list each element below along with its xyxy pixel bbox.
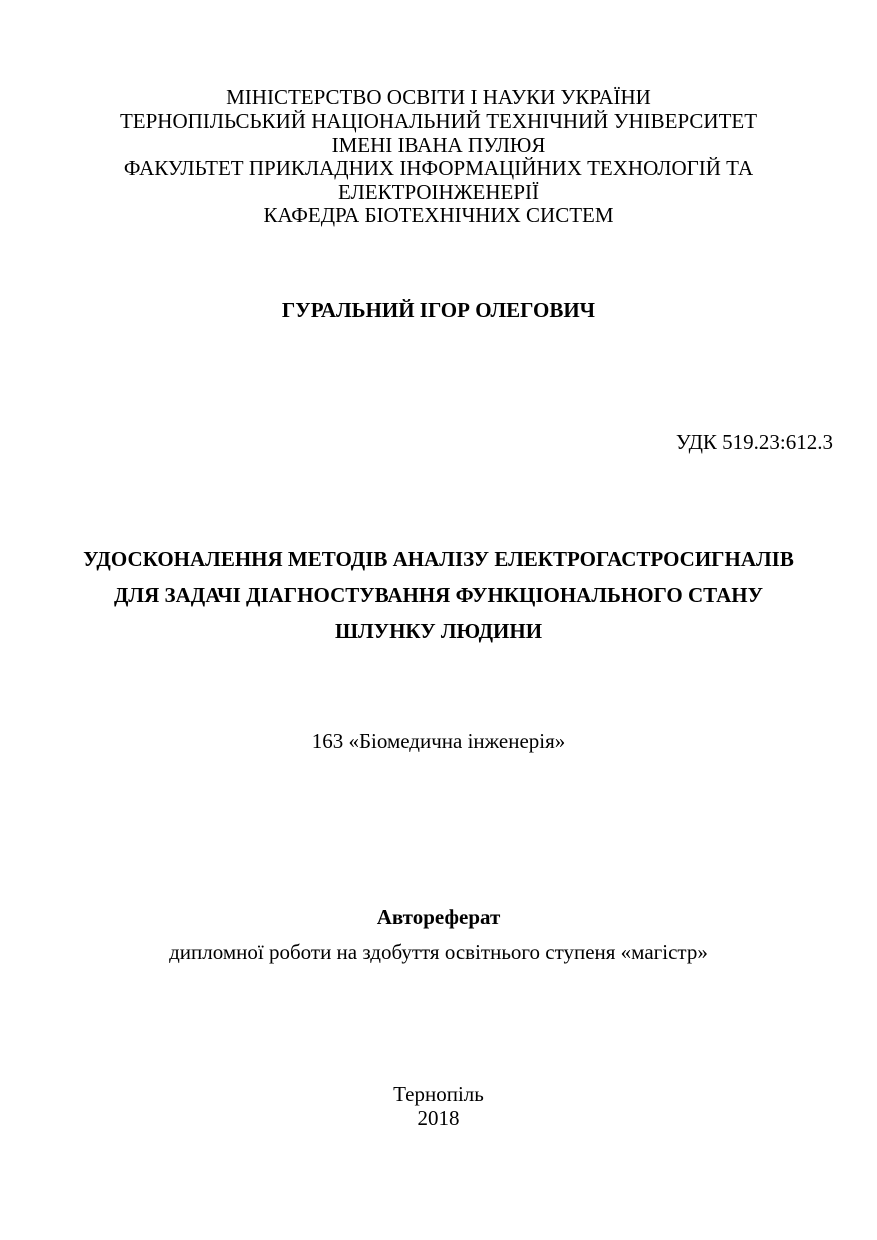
department-line: КАФЕДРА БІОТЕХНІЧНИХ СИСТЕМ	[263, 203, 614, 227]
university-line-2: ІМЕНІ ІВАНА ПУЛЮЯ	[331, 133, 546, 157]
year: 2018	[417, 1106, 460, 1130]
faculty-line-2: ЕЛЕКТРОІНЖЕНЕРІЇ	[337, 180, 540, 204]
title-line-2: ДЛЯ ЗАДАЧІ ДІАГНОСТУВАННЯ ФУНКЦІОНАЛЬНОГО СТАНУ	[113, 583, 764, 607]
university-line-1: ТЕРНОПІЛЬСЬКИЙ НАЦІОНАЛЬНИЙ ТЕХНІЧНИЙ УНІВЕРСИТЕТ	[119, 109, 758, 133]
document-type: Автореферат	[376, 905, 501, 929]
document-description: дипломної роботи на здобуття освітнього ступеня «магістр»	[169, 940, 708, 964]
title-line-1: УДОСКОНАЛЕННЯ МЕТОДІВ АНАЛІЗУ ЕЛЕКТРОГАСТРОСИГНАЛІВ	[83, 547, 794, 571]
ministry-line: МІНІСТЕРСТВО ОСВІТИ І НАУКИ УКРАЇНИ	[226, 85, 651, 109]
title-line-3: ШЛУНКУ ЛЮДИНИ	[334, 619, 543, 643]
author-name: ГУРАЛЬНИЙ ІГОР ОЛЕГОВИЧ	[281, 298, 596, 322]
specialty: 163 «Біомедична інженерія»	[311, 729, 566, 753]
city: Тернопіль	[393, 1082, 484, 1106]
faculty-line-1: ФАКУЛЬТЕТ ПРИКЛАДНИХ ІНФОРМАЦІЙНИХ ТЕХНОЛОГІЙ ТА	[123, 156, 754, 180]
udc-code: УДК 519.23:612.3	[675, 430, 833, 454]
